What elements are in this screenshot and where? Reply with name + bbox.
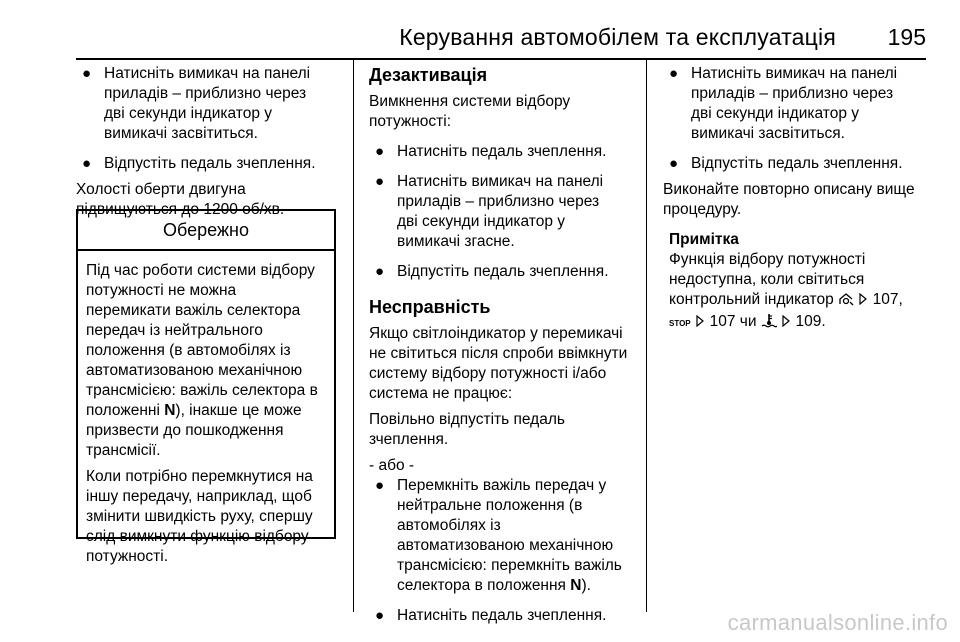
- watermark: carmanualsonline.info: [727, 610, 948, 635]
- column-divider-2: [646, 60, 647, 612]
- page-number: 195: [887, 24, 926, 50]
- caution-body: Під час роботи системи відбору потужності не можна перемикати важіль селектора передач із нейтрального положення (в автомобілях із автоматизованою механічною трансмісією: важіль селектора в положенні N), інакше це може призвести до пошкодження трансмісії. Коли потрібно перемкнутися на іншу передачу, наприклад, щоб змінити швидкість руху, спершу слід вимкнути функцію відбору потужності.: [86, 262, 318, 565]
- page-header: [76, 24, 926, 60]
- column-3: ● Натисніть вимикач на панелі приладів – приблизно через дві секунди індикатор у вимикачі засвітиться. ● Відпустіть педаль зчеплення. Виконайте повторно описану вище процедуру. Примітка Функція відбору потужності недоступна, коли світиться контрольний індикатор 107, STOP 107 чи 109.: [663, 64, 943, 334]
- column-divider-1: [353, 60, 354, 612]
- bullet-icon: ●: [375, 143, 385, 160]
- bullet-icon: ●: [82, 65, 92, 82]
- page-title: Керування автомобілем та експлуатація: [399, 24, 836, 50]
- list-item: ● Відпустіть педаль зчеплення.: [375, 263, 609, 280]
- list-item: ● Натисніть вимикач на панелі приладів – приблизно через дві секунди індикатор у вимикачі засвітиться.: [82, 65, 311, 142]
- or-separator: - або -: [369, 457, 415, 474]
- bullet-icon: ●: [375, 607, 385, 624]
- list-item: ● Відпустіть педаль зчеплення.: [669, 155, 903, 172]
- list-item: ● Відпустіть педаль зчеплення.: [82, 155, 316, 172]
- list-item: ● Натисніть педаль зчеплення.: [375, 143, 607, 160]
- fault-heading: Несправність: [369, 297, 491, 317]
- bullet-icon: ●: [375, 173, 385, 190]
- bullet-icon: ●: [669, 65, 679, 82]
- column-1: ● Натисніть вимикач на панелі приладів – приблизно через дві секунди індикатор у вимикачі засвітиться. ● Відпустіть педаль зчеплення. Холості оберти двигуна підвищуються до 1200 об/хв.: [76, 64, 346, 220]
- note-title: Примітка: [669, 231, 739, 248]
- caution-box: [76, 209, 336, 565]
- column-2: Дезактивація Вимкнення системи відбору потужності: ● Натисніть педаль зчеплення. ● Натисніть вимикач на панелі приладів – приблизно через дві секунди індикатор у вимикачі згасне. ● Відпустіть педаль зчеплення. Несправність Якщо світлоіндикатор у перемикачі не світиться після спроби ввімкнути систему відбору потужності і/або система не працює: Повільно відпустіть педаль зчеплення. - або - ● Перемкніть важіль передач у нейтральне положення (в автомобілях із автоматизованою механічною трансмісією: перемкніть важіль селектора в положення N). ● Натисніть педаль зчеплення.: [369, 64, 641, 626]
- list-item: ● Натисніть вимикач на панелі приладів – приблизно через дві секунди індикатор у вимикачі засвітиться.: [669, 65, 898, 142]
- list-item: ● Натисніть вимикач на панелі приладів – приблизно через дві секунди індикатор у вимикачі згасне.: [375, 173, 604, 250]
- engine-temperature-icon: [761, 313, 777, 334]
- header-rule: [76, 58, 926, 60]
- bullet-icon: ●: [82, 155, 92, 172]
- note-block: Примітка Функція відбору потужності недоступна, коли світиться контрольний індикатор 107, STOP 107 чи 109.: [663, 230, 943, 334]
- bullet-icon: ●: [375, 263, 385, 280]
- list-item: ● Перемкніть важіль передач у нейтральне положення (в автомобілях із автоматизованою механічною трансмісією: перемкніть важіль селектора в положення N).: [375, 477, 622, 594]
- page-reference-icon: [781, 313, 791, 333]
- page-reference-icon: [695, 313, 705, 333]
- caution-title: Обережно: [78, 211, 334, 251]
- bullet-icon: ●: [669, 155, 679, 172]
- deactivation-heading: Дезактивація: [369, 65, 488, 85]
- pto-indicator-icon: [838, 292, 854, 312]
- stop-indicator-icon: [669, 314, 691, 334]
- page-reference-icon: [858, 291, 868, 311]
- svg-text:STOP: STOP: [669, 319, 691, 328]
- bullet-icon: ●: [375, 477, 385, 494]
- idle-speed-text: Холості оберти двигуна: [76, 181, 246, 198]
- list-item: ● Натисніть педаль зчеплення.: [375, 607, 607, 624]
